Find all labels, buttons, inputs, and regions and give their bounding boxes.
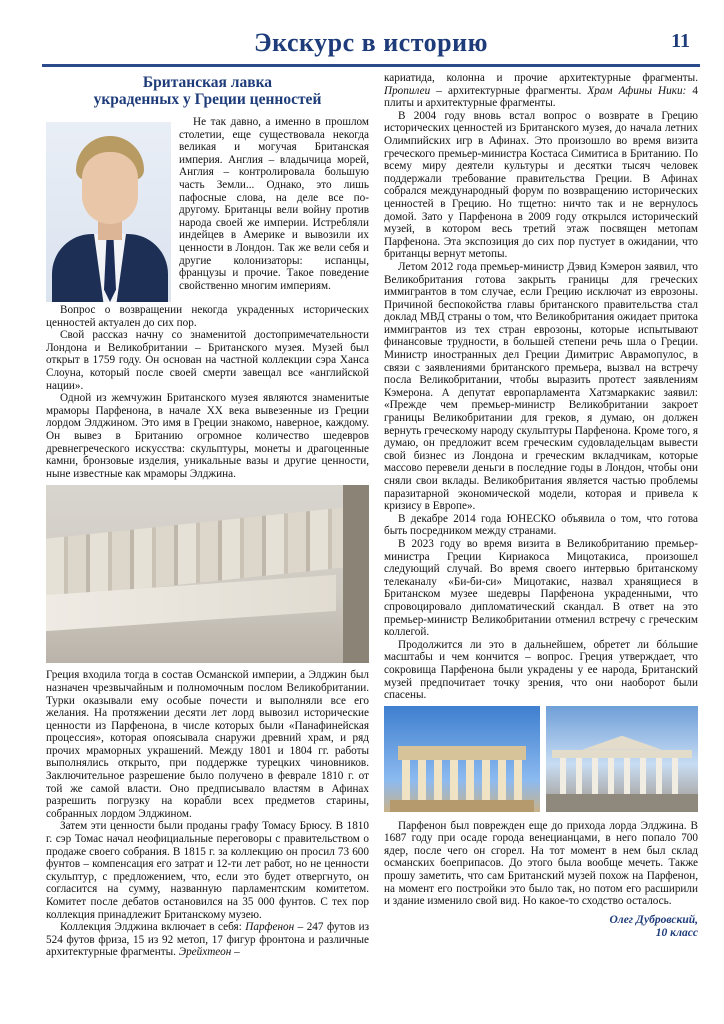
author-portrait-image [46,122,171,302]
paragraph: Коллекция Элджина включает в себя: Парфенон – 247 футов из 524 футов фриза, 15 из 92 метоп, 17 фигур фронтона и различные архитектурные фрагменты. Эрейхтеон – [46,921,370,959]
section-title: Экскурс в историю [254,28,488,57]
header-divider [42,64,700,67]
british-museum-photo [546,706,698,812]
paragraph: В 2023 году во время визита в Великобританию премьер-министра Греции Кириакоса Мицотакиса, произошел следующий случай. Во время своего интервью британскому телеканалу «Би-би-си» Мицотакис, назвал хранящиеся в Британском музее шедевры Парфенона украденными, что спровоцировало дипломатический скандал. В ответ на это премьер-министр Великобритании отменил встречу с греческим коллегой. [384,537,698,639]
author-signature [384,914,698,940]
parthenon-photo [384,706,540,812]
paragraph: В 2004 году вновь встал вопрос о возврате в Грецию исторических ценностей из Британского музея, до начала летних Олимпийских игр в Афинах. Это произошло во время визита греческого премьер-министра Костаса Симитиса в Британию. По всему миру деятели культуры и десятки тысяч человек поддержали требование правительства Греции. В Афинах собрался международный форум по возвращению исторических ценностей в Грецию. Но тщетно: ничто так и не вернулось домой. Зато у Парфенона в 2009 году открылся исторический музей, в котором весь третий этаж посвящен метопам Парфенона. Эта экспозиция до сих пор пустует в ожидании, что британцы вернут метопы. [384,109,698,261]
paragraph: Не так давно, а именно в прошлом столетии, еще существовала некогда великая и могучая Британская империя. Англия – владычица морей, Англия – контролировала большую часть Земли... Однако, это лишь пафосные слова, на деле все по-другому. Британцы вели войну против народа своей же империи. Истребляли индейцев в Америке и вывозили их ценности в Лондон. Так же вели себя и другие колонизаторы: испанцы, французы и прочие. Такое поведение свойственно многим империям. [179,116,369,292]
paragraph: Затем эти ценности были проданы графу Томасу Брюсу. В 1810 г. сэр Томас начал неофициальные переговоры с правительством о продаже своего собрания. В 1815 г. за коллекцию он просил 73 600 фунтов – компенсация его затрат и 12-ти лет работ, но не ценности скульптур, с предложением, что, если это будет отвергнуто, он согласится на сумму, названную парламентским комитетом. Комитет после дебатов остановился на 35 000 фунтов. С тех пор коллекция принадлежит Британскому музею. [46,820,369,921]
page-number: 11 [671,30,690,52]
paragraph: Летом 2012 года премьер-министр Дэвид Кэмерон заявил, что Великобритания готова закрыть границы для греческих иммигрантов в том случае, если Грецию исключат из еврозоны. Причиной беспокойства главы британского правительства стал доклад МВД страны о том, что Великобритания ожидает притока иммигрантов из тех стран еврозоны, которые испытывают финансовые трудности, в большей степени речь шла о Греции. Министр иностранных дел Греции Димитрис Аврамопулос, в связи с заявлениями британского премьера, вызвал на встречу посла Великобритании, чтобы выразить протест заявлениям Кэмерона. А депутат европарламента Хатзмаркакис заявил: «Прежде чем премьер-министр Великобритании закроет границы Великобритании для греков, я думаю, он должен вернуть греческому народу скульптуры Парфенона. Кроме того, я думаю, он предложит всем греческим судовладельцам вывести свой бизнес из Лондона и греческим вкладчикам, которые массово перевели деньги в последние годы в Лондон, чтобы они сняли свои вклады. Великобритания является частью проблемы паразитарной экономической модели, которая и привела к кризису в Европе». [384,260,698,513]
paragraph: Вопрос о возвращении некогда украденных исторических ценностей актуален до сих пор. [46,304,369,329]
right-column [384,72,698,940]
paragraph: Одной из жемчужин Британского музея являются знаменитые мраморы Парфенона, в начале XX века вывезенные из Греции лордом Элджином. Это имя в Греции знакомо, наверное, каждому. Он вывез в Британию огромное количество шедевров древнегреческого искусства: скульптуры, монеты и драгоценные камни, бронзовые изделия, уникальные вазы и другие ценности, ныне известные как мраморы Элджина. [46,392,369,480]
article-title [46,74,369,108]
paragraph: Продолжится ли это в дальнейшем, обретет ли бóльшие масштабы и чем кончится – вопрос. Греция утверждает, что сокровища Парфенона были украдены у ее народа, Британский музей предпочитает точку зрения, что они наоборот были спасены. [384,638,698,702]
paragraph: Парфенон был поврежден еще до прихода лорда Элджина. В 1687 году при осаде города венецианцами, в него попало 700 ядер, после чего он сгорел. На тот момент в нем был склад османских боеприпасов. До этого была вообще мечеть. Также прошу заметить, что сам Британский музей похож на Парфенон, на момент его постройки это было так, но потом его расширили и здание изменило свой вид. Но какое-то сходство осталось. [384,819,698,908]
parthenon-marbles-image [46,485,369,663]
left-column [46,72,369,959]
paragraph: В декабре 2014 года ЮНЕСКО объявила о том, что готова быть посредником между странами. [384,512,698,538]
article-title-line2: украденных у Греции ценностей [93,91,322,108]
photo-row [384,706,698,812]
paragraph: Греция входила тогда в состав Османской империи, а Элджин был назначен чрезвычайным и полномочным послом Великобритании. Турки оказывали ему особые почести и выполняли все его желания. На протяжении десяти лет лорд вывозил исторические ценности из Парфенона, в числе которых были «Панафинейская процессия», которая опоясывала снаружи древний храм, и ряд прочих мраморных украшений. Между 1801 и 1804 гг. работы выполнялись открыто, при поддержке турецких чиновников. Заключительное разрешение было получено в феврале 1810 г. от той же самой власти. Оно предписывало властям в Афинах разрешить погрузку на корабли всех предметов старины, собранных лордом Элджином. [46,669,369,820]
author-name: Олег Дубровский, [609,913,698,926]
page-header [42,28,700,68]
author-grade: 10 класс [655,926,698,939]
paragraph: кариатида, колонна и прочие архитектурные фрагменты. Пропилеи – архитектурные фрагменты. Храм Афины Ники: 4 плиты и архитектурные фрагменты. [384,72,698,110]
article-title-line1: Британская лавка [142,74,273,91]
paragraph: Свой рассказ начну со знаменитой достопримечательности Лондона и Великобритании – Британского музея. Музей был открыт в 1759 году. Он основан на частной коллекции сэра Ханса Слоуна, который после своей смерти завещал все «английской нации». [46,329,369,392]
